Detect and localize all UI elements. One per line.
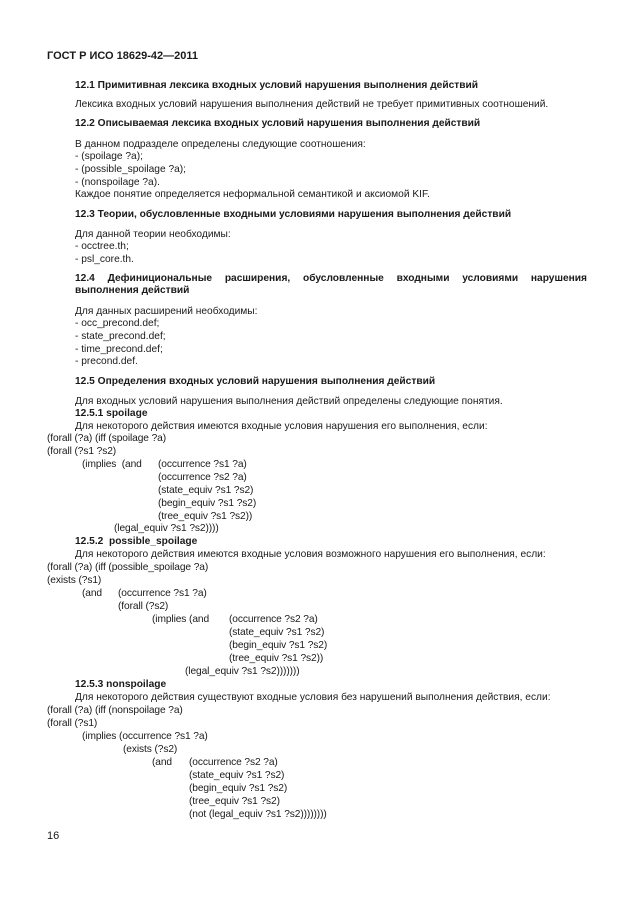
section-12-5-3-intro: Для некоторого действия существуют входные условия без нарушений выполнения действия, если: xyxy=(75,692,551,703)
section-12-5-1-intro: Для некоторого действия имеются входные условия нарушения его выполнения, если: xyxy=(75,421,488,432)
code-line: (and xyxy=(152,757,172,768)
code-line: (state_equiv ?s1 ?s2) xyxy=(229,627,325,638)
code-line: (occurrence ?s2 ?a) xyxy=(158,472,247,483)
code-line: (occurrence ?s2 ?a) xyxy=(189,757,278,768)
code-line: (legal_equiv ?s1 ?s2)))) xyxy=(114,523,219,534)
code-line: (exists (?s2) xyxy=(123,744,178,755)
section-12-5-2-heading: 12.5.2 possible_spoilage xyxy=(75,536,198,547)
code-line: (occurrence ?s2 ?a) xyxy=(229,614,318,625)
list-item: - psl_core.th. xyxy=(75,254,134,265)
section-12-4-intro: Для данных расширений необходимы: xyxy=(75,306,258,317)
code-line: (implies (occurrence ?s1 ?a) xyxy=(82,731,208,742)
code-line: (state_equiv ?s1 ?s2) xyxy=(158,485,254,496)
section-12-2-note: Каждое понятие определяется неформальной семантикой и аксиомой KIF. xyxy=(75,189,430,200)
list-item: - (nonspoilage ?a). xyxy=(75,177,160,188)
section-12-5-heading: 12.5 Определения входных условий нарушения выполнения действий xyxy=(75,376,436,387)
code-line: (forall (?s2) xyxy=(118,601,169,612)
code-line: (state_equiv ?s1 ?s2) xyxy=(189,770,285,781)
section-12-1-text: Лексика входных условий нарушения выполнения действий не требует примитивных соотношений. xyxy=(75,99,549,110)
code-line: (forall (?s1 ?s2) xyxy=(47,446,117,457)
code-line: (legal_equiv ?s1 ?s2))))))) xyxy=(185,666,300,677)
section-12-2-heading: 12.2 Описываемая лексика входных условий нарушения выполнения действий xyxy=(75,118,481,129)
section-12-4-heading-line2: выполнения действий xyxy=(75,285,190,296)
code-line: (exists (?s1) xyxy=(47,575,102,586)
list-item: - state_precond.def; xyxy=(75,331,166,342)
list-item: - precond.def. xyxy=(75,356,138,367)
list-item: - (spoilage ?a); xyxy=(75,151,143,162)
list-item: - (possible_spoilage ?a); xyxy=(75,164,186,175)
section-12-4-heading-line1: 12.4 Дефинициональные расширения, обусловленные входными условиями нарушения xyxy=(75,273,587,284)
code-line: (tree_equiv ?s1 ?s2)) xyxy=(158,511,253,522)
section-12-3-heading: 12.3 Теории, обусловленные входными условиями нарушения выполнения действий xyxy=(75,209,512,220)
list-item: - time_precond.def; xyxy=(75,344,163,355)
list-item: - occ_precond.def; xyxy=(75,318,160,329)
code-line: (implies (and xyxy=(82,459,142,470)
code-line: (forall (?s1) xyxy=(47,718,98,729)
section-12-5-3-heading: 12.5.3 nonspoilage xyxy=(75,679,167,690)
section-12-5-intro: Для входных условий нарушения выполнения действий определены следующие понятия. xyxy=(75,396,503,407)
list-item: - occtree.th; xyxy=(75,241,129,252)
page-number: 16 xyxy=(47,830,60,842)
code-line: (forall (?a) (iff (spoilage ?a) xyxy=(47,433,167,444)
section-12-1-heading: 12.1 Примитивная лексика входных условий нарушения выполнения действий xyxy=(75,80,479,91)
section-12-3-intro: Для данной теории необходимы: xyxy=(75,229,231,240)
code-line: (occurrence ?s1 ?a) xyxy=(118,588,207,599)
code-line: (tree_equiv ?s1 ?s2) xyxy=(189,796,280,807)
code-line: (forall (?a) (iff (nonspoilage ?a) xyxy=(47,705,183,716)
section-12-2-intro: В данном подразделе определены следующие соотношения: xyxy=(75,139,366,150)
code-line: (and xyxy=(82,588,102,599)
code-line: (tree_equiv ?s1 ?s2)) xyxy=(229,653,324,664)
document-header: ГОСТ Р ИСО 18629-42—2011 xyxy=(47,50,199,62)
code-line: (not (legal_equiv ?s1 ?s2)))))))) xyxy=(189,809,327,820)
code-line: (begin_equiv ?s1 ?s2) xyxy=(189,783,288,794)
code-line: (begin_equiv ?s1 ?s2) xyxy=(229,640,328,651)
section-12-5-2-intro: Для некоторого действия имеются входные условия возможного нарушения его выполнения, если: xyxy=(75,549,546,560)
code-line: (begin_equiv ?s1 ?s2) xyxy=(158,498,257,509)
section-12-5-1-heading: 12.5.1 spoilage xyxy=(75,408,148,419)
code-line: (implies (and xyxy=(152,614,210,625)
code-line: (forall (?a) (iff (possible_spoilage ?a) xyxy=(47,562,209,573)
code-line: (occurrence ?s1 ?a) xyxy=(158,459,247,470)
